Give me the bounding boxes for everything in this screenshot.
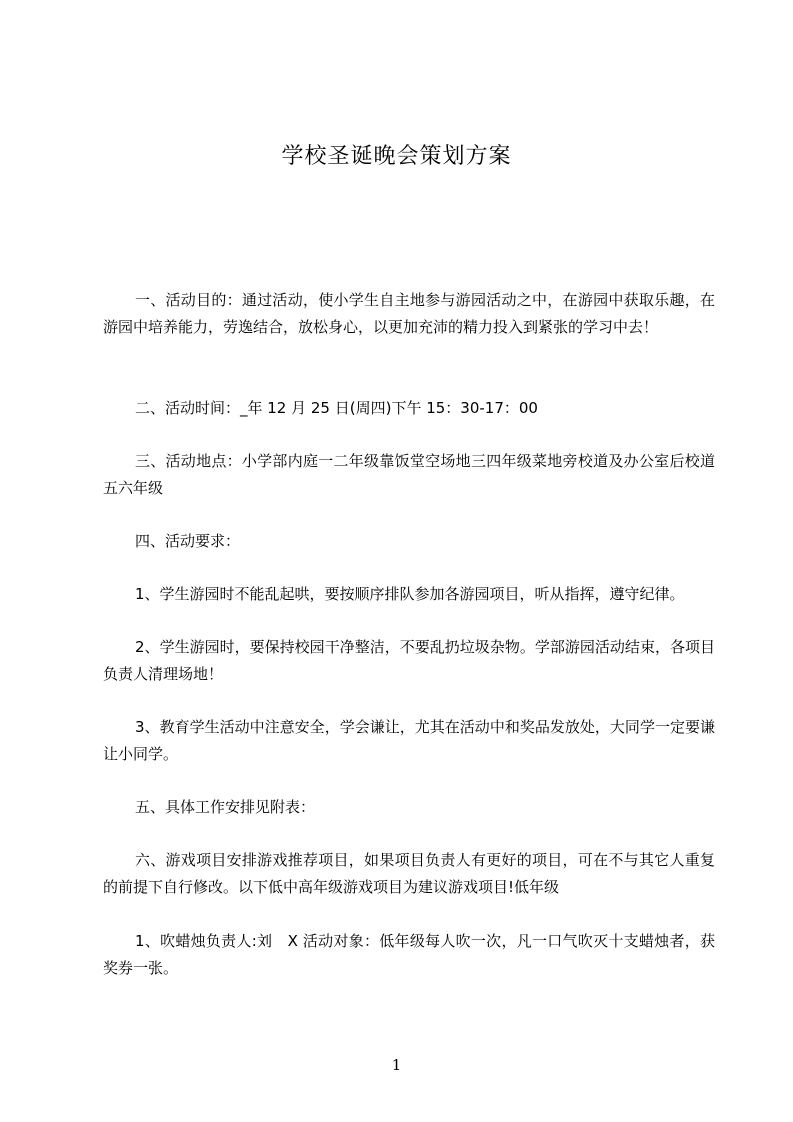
paragraph-work-arrangement: 五、具体工作安排见附表： — [135, 798, 316, 816]
page-number: 1 — [391, 1056, 402, 1074]
paragraph-activity-requirements-heading: 四、活动要求： — [135, 532, 241, 550]
paragraph-blow-candles-game: 1、吹蜡烛负责人:刘 X 活动对象：低年级每人吹一次，凡一口气吹灭十支蜡烛者，获奖券一张。 — [103, 932, 715, 977]
paragraph-requirement-3: 3、教育学生活动中注意安全，学会谦让，尤其在活动中和奖品发放处，大同学一定要谦让小同学。 — [103, 718, 715, 763]
paragraph-activity-time: 二、活动时间：_年 12 月 25 日(周四)下午 15：30-17：00 — [135, 399, 538, 417]
document-title: 学校圣诞晚会策划方案 — [281, 144, 512, 169]
paragraph-requirement-1: 1、学生游园时不能乱起哄，要按顺序排队参加各游园项目，听从指挥，遵守纪律。 — [135, 585, 685, 603]
paragraph-activity-location: 三、活动地点：小学部内庭一二年级靠饭堂空场地三四年级菜地旁校道及办公室后校道五六年级 — [103, 452, 715, 497]
paragraph-activity-purpose: 一、活动目的：通过活动，使小学生自主地参与游园活动之中，在游园中获取乐趣，在游园中培养能力，劳逸结合，放松身心，以更加充沛的精力投入到紧张的学习中去！ — [103, 291, 715, 336]
paragraph-requirement-2: 2、学生游园时，要保持校园干净整洁，不要乱扔垃圾杂物。学部游园活动结束，各项目负责人清理场地！ — [103, 638, 715, 683]
paragraph-game-projects: 六、游戏项目安排游戏推荐项目，如果项目负责人有更好的项目，可在不与其它人重复的前提下自行修改。以下低中高年级游戏项目为建议游戏项目!低年级 — [103, 851, 715, 896]
